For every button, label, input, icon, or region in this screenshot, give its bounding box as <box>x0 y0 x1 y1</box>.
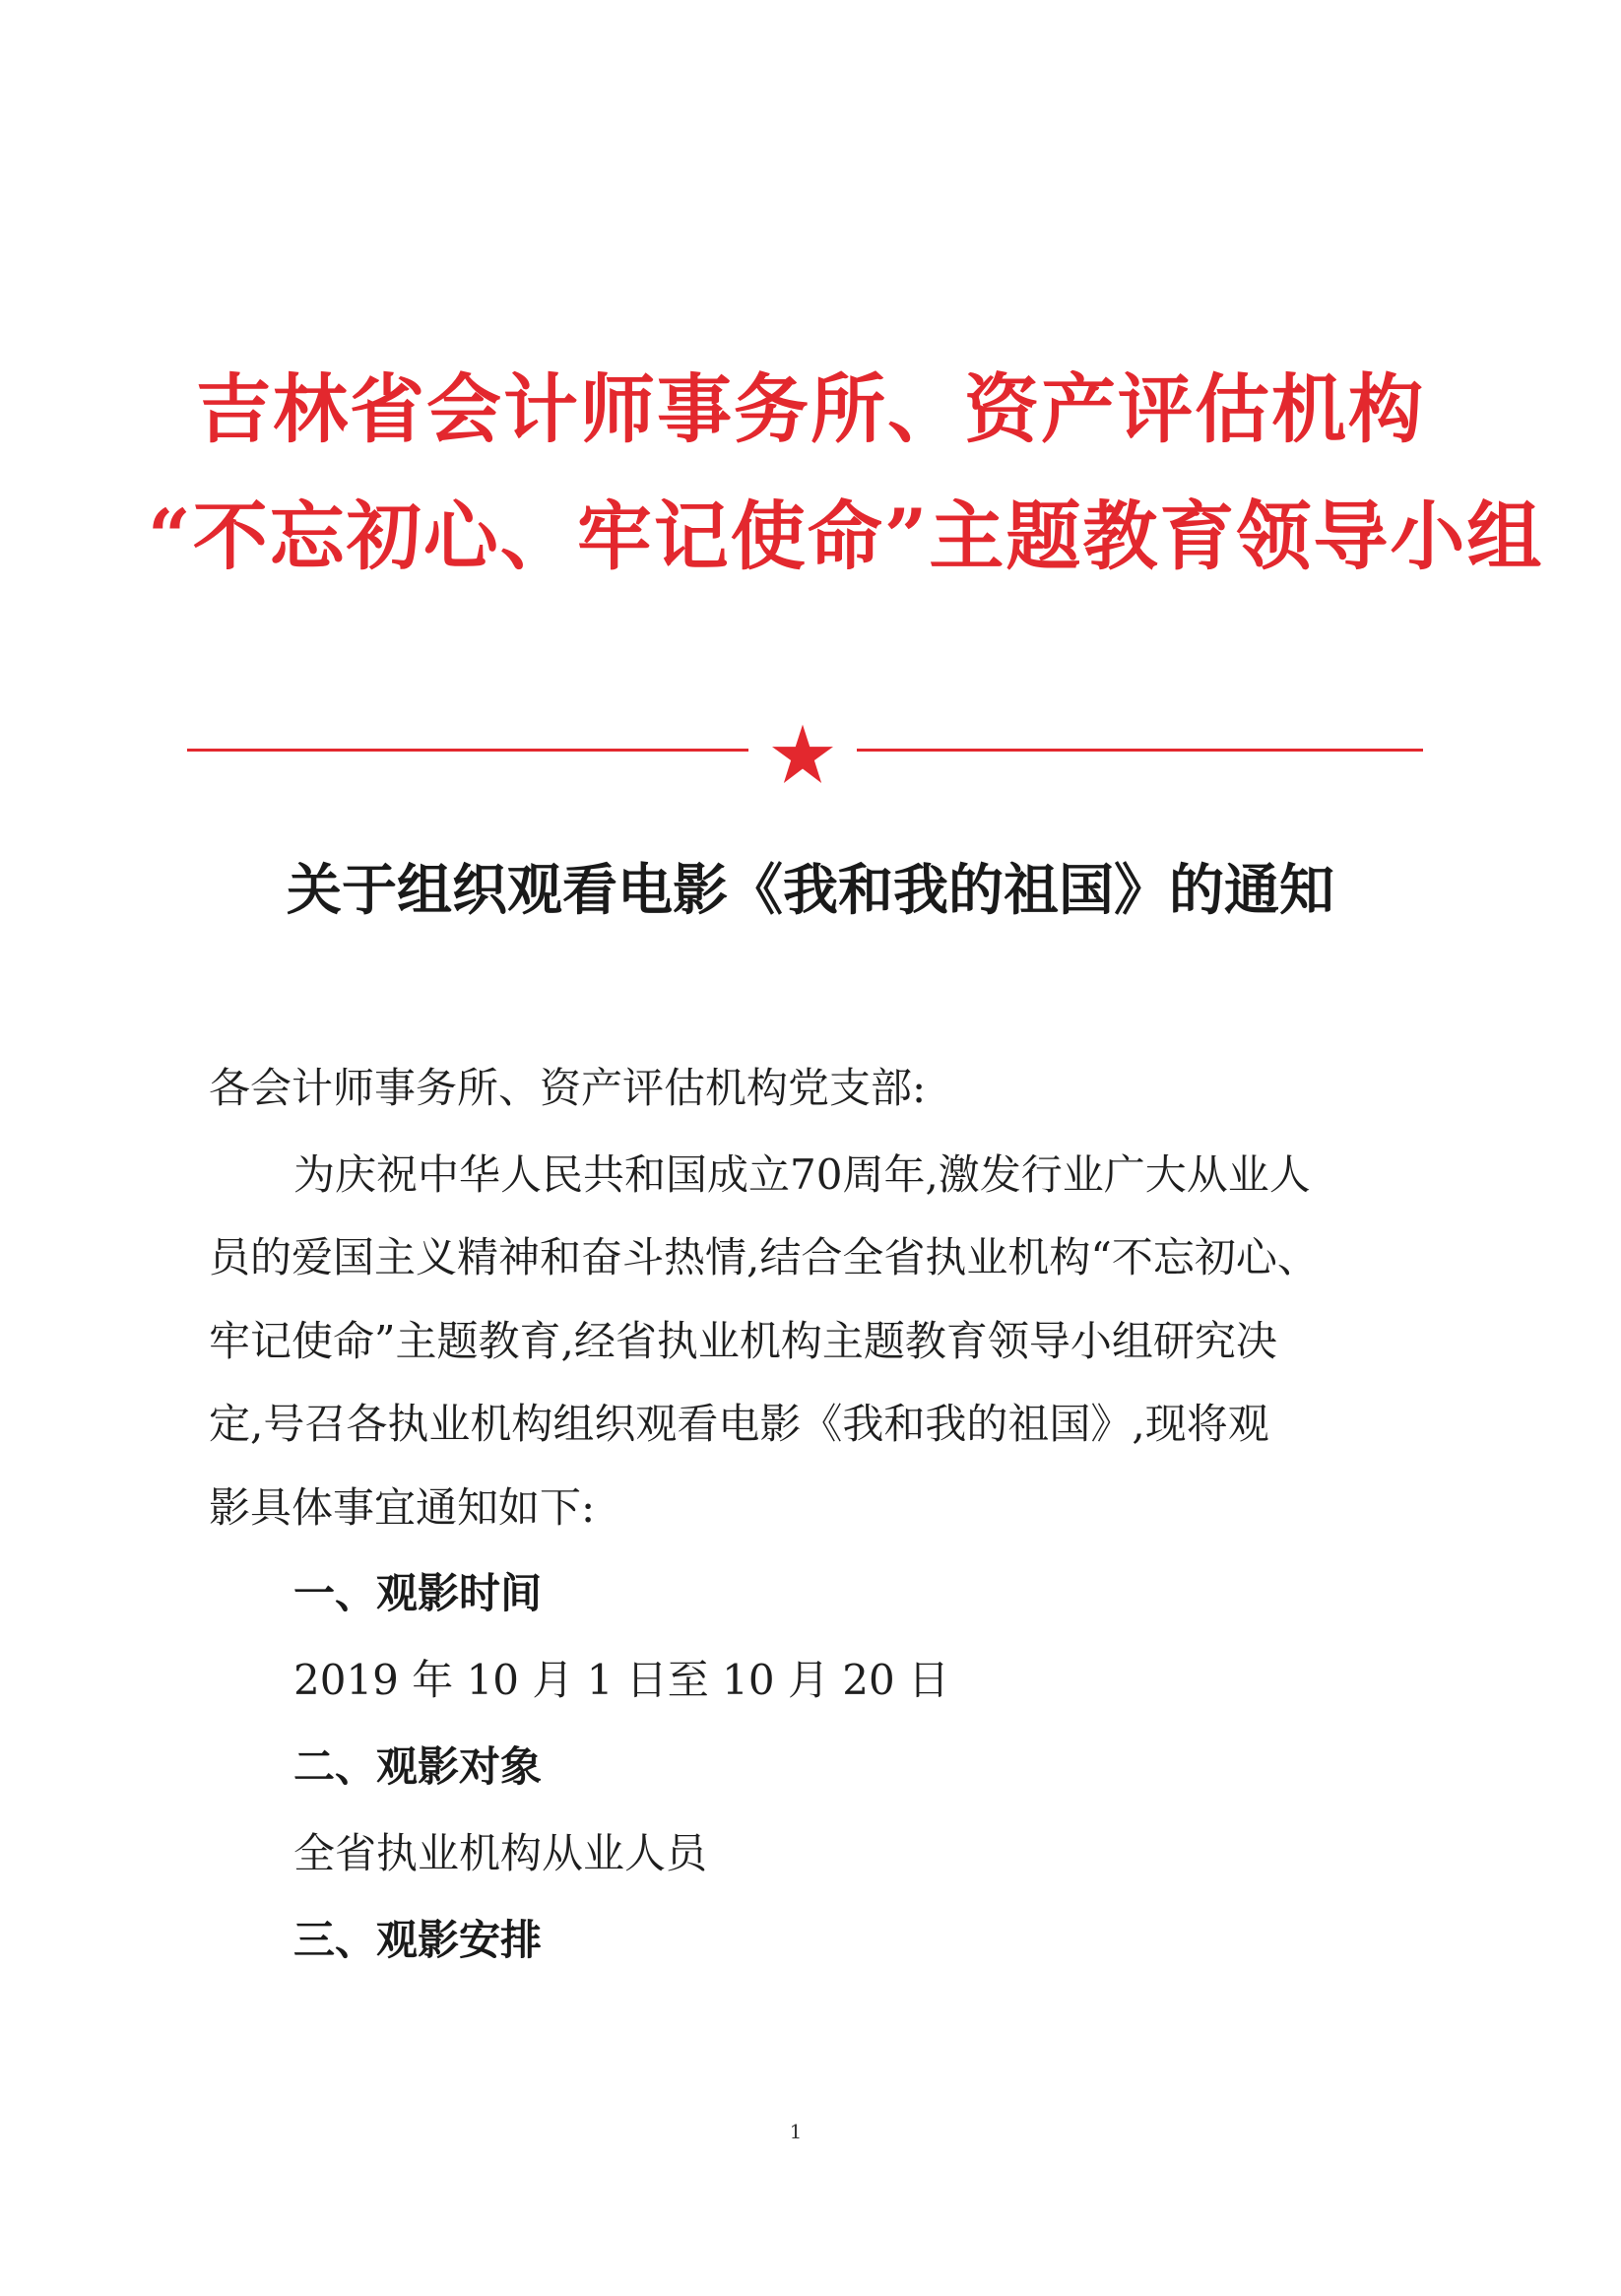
paragraph-line: 影具体事宜通知如下: <box>209 1483 596 1532</box>
paragraph-line: 牢记使命”主题教育,经省执业机构主题教育领导小组研究决 <box>209 1317 1277 1365</box>
paragraph-line: 定,号召各执业机构组织观看电影《我和我的祖国》,现将观 <box>209 1400 1269 1448</box>
red-star-icon <box>770 722 835 787</box>
issuer-name-line-1: 吉林省会计师事务所、资产评估机构 <box>196 365 1425 453</box>
issuer-name-line-2: “不忘初心、牢记使命”主题教育领导小组 <box>148 492 1544 580</box>
section-heading-viewing-time: 一、观影时间 <box>293 1569 543 1617</box>
page-number: 1 <box>789 2120 803 2143</box>
section-body-audience: 全省执业机构从业人员 <box>293 1829 708 1877</box>
paragraph-line: 为庆祝中华人民共和国成立70周年,激发行业广大从业人 <box>293 1150 1311 1199</box>
header-divider-left <box>187 749 748 752</box>
notice-title: 关于组织观看电影《我和我的祖国》的通知 <box>287 858 1334 923</box>
section-heading-audience: 二、观影对象 <box>293 1742 543 1791</box>
paragraph-line: 员的爱国主义精神和奋斗热情,结合全省执业机构“不忘初心、 <box>209 1233 1319 1281</box>
salutation: 各会计师事务所、资产评估机构党支部: <box>209 1064 927 1112</box>
header-divider-right <box>857 749 1423 752</box>
section-heading-arrangement: 三、观影安排 <box>293 1916 543 1964</box>
section-body-viewing-time: 2019 年 10 月 1 日至 10 月 20 日 <box>293 1656 950 1704</box>
